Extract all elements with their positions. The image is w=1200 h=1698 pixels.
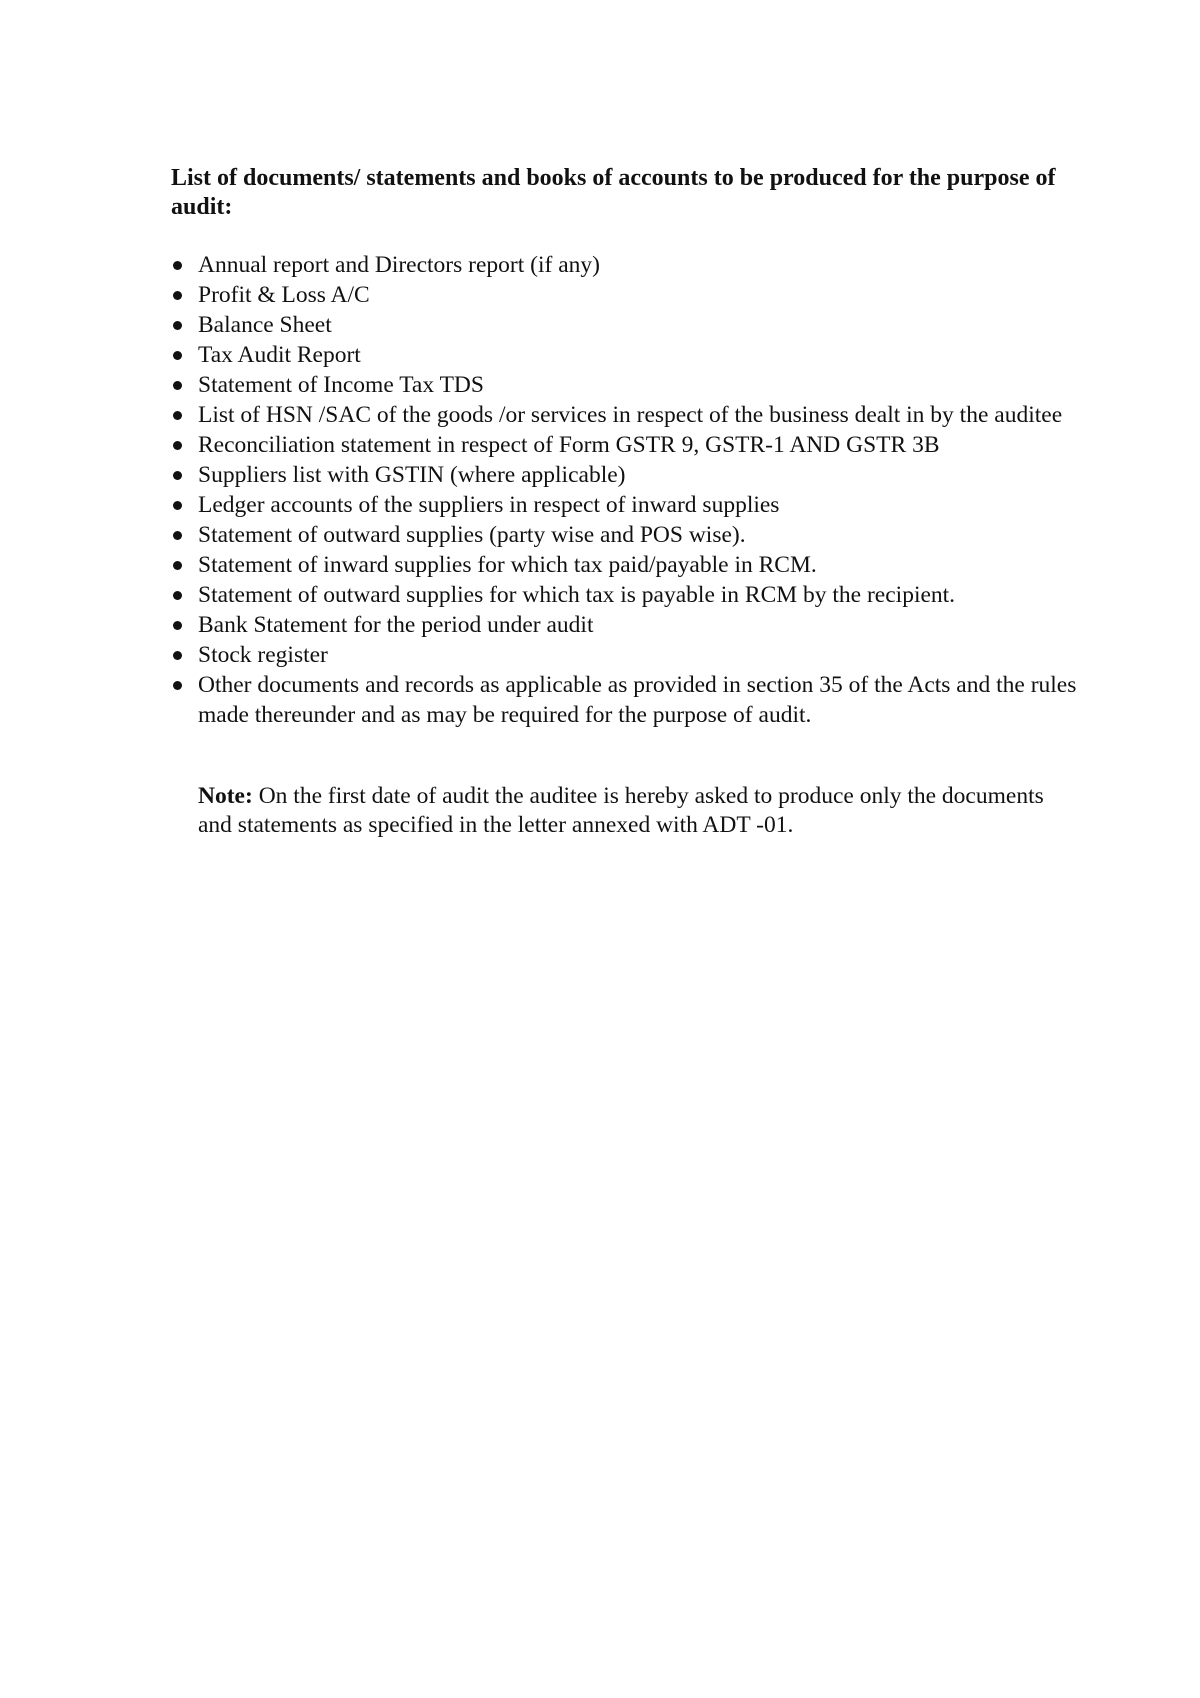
- list-item-text: Ledger accounts of the suppliers in respect of inward supplies: [198, 492, 780, 518]
- list-item-text: Stock register: [198, 642, 328, 668]
- bullet-icon: [173, 681, 182, 690]
- list-item: [171, 250, 1091, 280]
- list-item: [171, 400, 1091, 430]
- list-item: [171, 310, 1091, 340]
- bullet-icon: [173, 531, 182, 540]
- bullet-icon: [173, 651, 182, 660]
- list-item: [171, 340, 1091, 370]
- list-item: [171, 550, 1091, 580]
- list-item-text: Profit & Loss A/C: [198, 282, 370, 308]
- list-item-text: Balance Sheet: [198, 312, 332, 338]
- bullet-icon: [173, 291, 182, 300]
- list-item: [171, 280, 1091, 310]
- list-item-text: List of HSN /SAC of the goods /or services in respect of the business dealt in by the auditee: [198, 402, 1063, 428]
- bullet-icon: [173, 561, 182, 570]
- list-item-text: Bank Statement for the period under audit: [198, 612, 594, 638]
- document-heading: List of documents/ statements and books of accounts to be produced for the purpose of audit:: [171, 165, 1056, 220]
- audit-note: [198, 782, 1048, 840]
- list-item: [171, 640, 1091, 670]
- bullet-icon: [173, 471, 182, 480]
- list-item: [171, 580, 1091, 610]
- note-text: On the first date of audit the auditee is hereby asked to produce only the documents and statements as specified in the letter annexed with ADT -01.: [198, 783, 1044, 838]
- bullet-icon: [173, 411, 182, 420]
- list-item: [171, 460, 1091, 490]
- bullet-icon: [173, 261, 182, 270]
- list-item: [171, 610, 1091, 640]
- list-item-text: Statement of Income Tax TDS: [198, 372, 484, 398]
- list-item-text: Other documents and records as applicable as provided in section 35 of the Acts and the rules made thereunder and as may be required for the purpose of audit.: [198, 672, 1077, 728]
- list-item-text: Statement of outward supplies (party wise and POS wise).: [198, 522, 746, 548]
- list-item-text: Statement of outward supplies for which tax is payable in RCM by the recipient.: [198, 582, 956, 608]
- bullet-icon: [173, 381, 182, 390]
- list-item: [171, 490, 1091, 520]
- bullet-icon: [173, 351, 182, 360]
- bullet-icon: [173, 501, 182, 510]
- list-item-text: Statement of inward supplies for which tax paid/payable in RCM.: [198, 552, 817, 578]
- bullet-icon: [173, 591, 182, 600]
- list-item-text: Annual report and Directors report (if any): [198, 252, 600, 278]
- bullet-icon: [173, 621, 182, 630]
- list-item-text: Suppliers list with GSTIN (where applicable): [198, 462, 626, 488]
- list-item: [171, 520, 1091, 550]
- bullet-icon: [173, 321, 182, 330]
- list-item: [171, 370, 1091, 400]
- list-item-text: Reconciliation statement in respect of Form GSTR 9, GSTR-1 AND GSTR 3B: [198, 432, 940, 458]
- note-label: Note:: [198, 783, 253, 809]
- list-item: [171, 430, 1091, 460]
- list-item-text: Tax Audit Report: [198, 342, 361, 368]
- documents-list: [171, 250, 1091, 730]
- bullet-icon: [173, 441, 182, 450]
- list-item: [171, 670, 1091, 730]
